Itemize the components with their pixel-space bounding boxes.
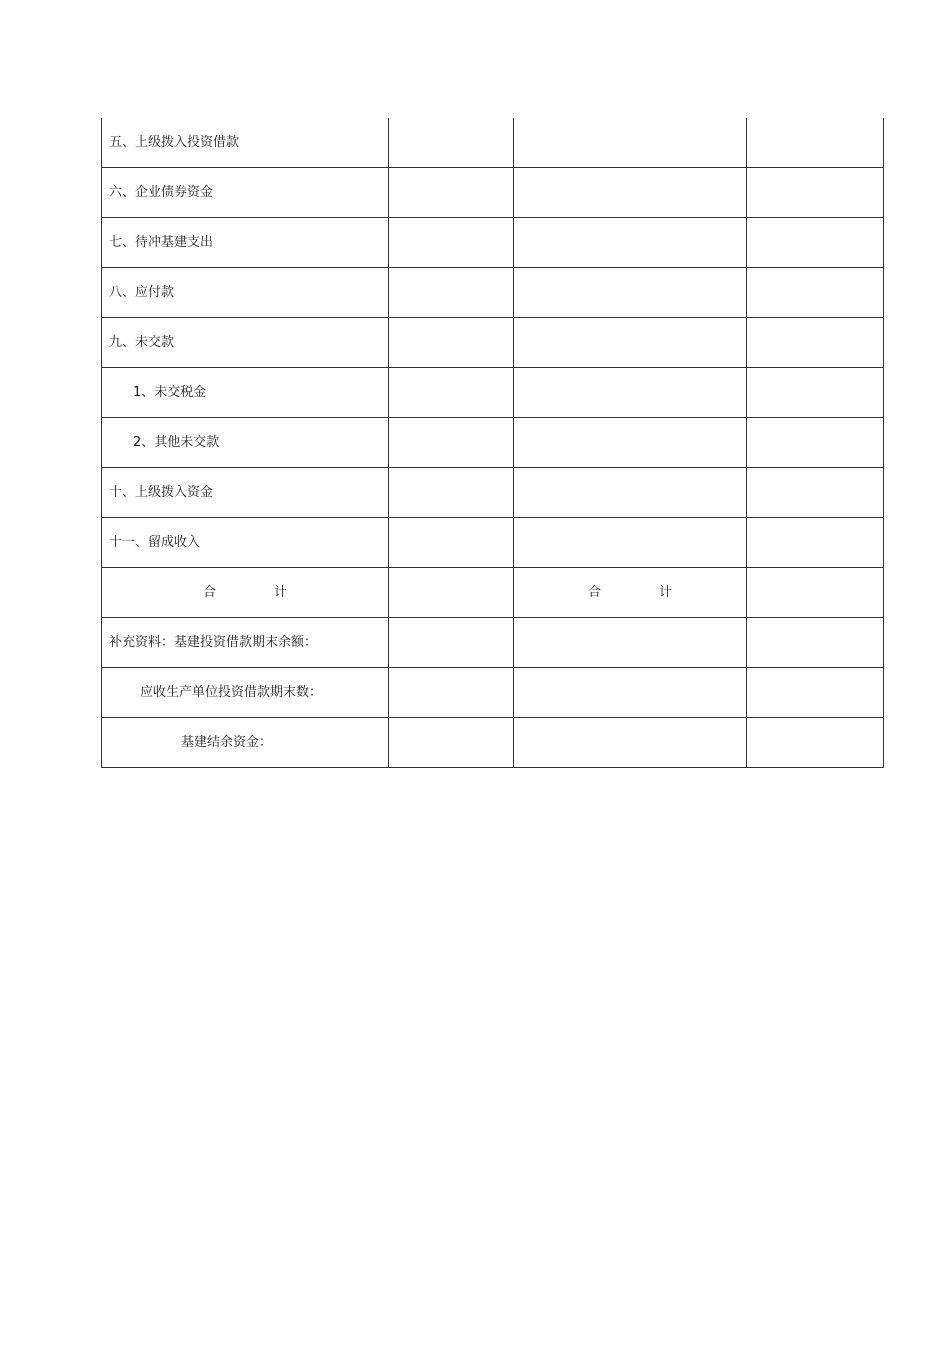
value-cell[interactable] <box>389 468 514 518</box>
value-cell[interactable] <box>514 518 747 568</box>
table-row <box>102 318 884 368</box>
row-label: 十、上级拨入资金 <box>102 468 389 518</box>
row-label: 六、企业债券资金 <box>102 168 389 218</box>
supplement-label: 基建结余资金： <box>102 718 389 768</box>
value-cell[interactable] <box>514 218 747 268</box>
value-cell[interactable] <box>514 318 747 368</box>
value-cell[interactable] <box>389 518 514 568</box>
balance-sheet-table <box>101 118 884 768</box>
value-cell[interactable] <box>747 368 884 418</box>
value-cell[interactable] <box>514 668 747 718</box>
value-cell[interactable] <box>389 418 514 468</box>
value-cell[interactable] <box>747 318 884 368</box>
value-cell[interactable] <box>747 468 884 518</box>
value-cell[interactable] <box>747 718 884 768</box>
total-value-cell[interactable] <box>747 568 884 618</box>
total-char: 合 <box>587 584 601 600</box>
row-label: 九、未交款 <box>102 318 389 368</box>
value-cell[interactable] <box>514 368 747 418</box>
total-label-left <box>102 568 389 618</box>
table-row <box>102 468 884 518</box>
total-row <box>102 568 884 618</box>
value-cell[interactable] <box>514 168 747 218</box>
supplement-row <box>102 618 884 668</box>
supplement-row <box>102 668 884 718</box>
table-row <box>102 518 884 568</box>
table-row <box>102 168 884 218</box>
value-cell[interactable] <box>514 268 747 318</box>
total-label-right <box>514 568 747 618</box>
value-cell[interactable] <box>389 718 514 768</box>
total-char: 计 <box>659 584 673 600</box>
row-label: 十一、留成收入 <box>102 518 389 568</box>
value-cell[interactable] <box>389 318 514 368</box>
value-cell[interactable] <box>389 618 514 668</box>
total-char: 计 <box>274 584 288 600</box>
value-cell[interactable] <box>389 218 514 268</box>
supplement-label: 补充资料：基建投资借款期末余额： <box>102 618 389 668</box>
row-label: 七、待冲基建支出 <box>102 218 389 268</box>
total-char: 合 <box>202 584 216 600</box>
value-cell[interactable] <box>747 218 884 268</box>
value-cell[interactable] <box>747 618 884 668</box>
table-row <box>102 418 884 468</box>
value-cell[interactable] <box>514 418 747 468</box>
table-row <box>102 118 884 168</box>
table-row <box>102 218 884 268</box>
value-cell[interactable] <box>389 268 514 318</box>
value-cell[interactable] <box>514 718 747 768</box>
value-cell[interactable] <box>389 168 514 218</box>
table-row <box>102 368 884 418</box>
total-value-cell[interactable] <box>389 568 514 618</box>
table-row <box>102 268 884 318</box>
value-cell[interactable] <box>514 468 747 518</box>
value-cell[interactable] <box>389 368 514 418</box>
value-cell[interactable] <box>747 268 884 318</box>
value-cell[interactable] <box>514 618 747 668</box>
value-cell[interactable] <box>747 518 884 568</box>
value-cell[interactable] <box>747 168 884 218</box>
supplement-row <box>102 718 884 768</box>
supplement-label: 应收生产单位投资借款期末数： <box>102 668 389 718</box>
value-cell[interactable] <box>747 668 884 718</box>
value-cell[interactable] <box>389 668 514 718</box>
row-label: 1、未交税金 <box>102 368 389 418</box>
value-cell[interactable] <box>389 118 514 168</box>
row-label: 五、上级拨入投资借款 <box>102 118 389 168</box>
value-cell[interactable] <box>747 418 884 468</box>
value-cell[interactable] <box>514 118 747 168</box>
row-label: 2、其他未交款 <box>102 418 389 468</box>
value-cell[interactable] <box>747 118 884 168</box>
row-label: 八、应付款 <box>102 268 389 318</box>
